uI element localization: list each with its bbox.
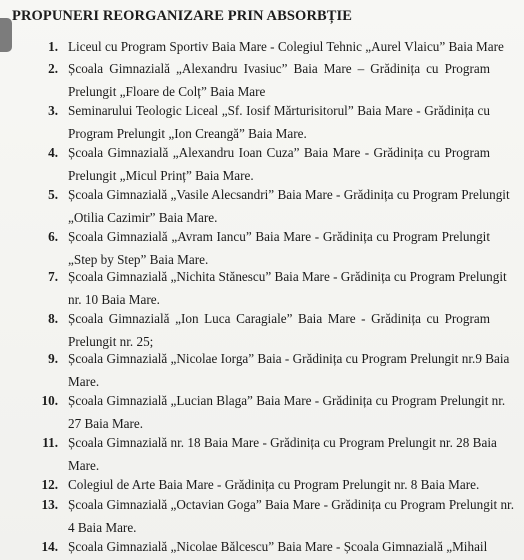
list-item-text-line: Școala Gimnazială „Vasile Alecsandri” Baia Mare - Grădinița cu Program Prelungit [68,187,510,202]
list-item-number: 5. [48,187,58,202]
list-item-text-line: Prelungit „Floare de Colț” Baia Mare [68,84,266,99]
list-item-text-line: Școala Gimnazială „Octavian Goga” Baia Mare - Grădinița cu Program Prelungit nr. [68,497,515,512]
list-item-number: 11. [42,435,58,450]
list-item-number: 2. [48,61,58,76]
list-item-text-line: Prelungit „Micul Prinț” Baia Mare. [68,168,254,183]
list-item-text-line: Școala Gimnazială „Nicolae Bălcescu” Baia Mare - Școala Gimnazială „Mihail [68,539,488,554]
list-item-number: 3. [48,103,58,118]
list-item-number: 4. [48,145,58,160]
list-item-number: 13. [41,497,58,512]
list-item-number: 12. [41,477,58,492]
list-item-text-line: Școala Gimnazială „Nicolae Iorga” Baia - Grădinița cu Program Prelungit nr.9 Baia [68,351,510,366]
list-item-text-line: Mare. [68,458,100,473]
list-item-text-line: Școala Gimnazială nr. 18 Baia Mare - Grădinița cu Program Prelungit nr. 28 Baia [68,435,497,450]
list-item-text-line: Seminarului Teologic Liceal „Sf. Iosif Mărturisitorul” Baia Mare - Grădinița cu [68,103,490,118]
list-item-text-line: Colegiul de Arte Baia Mare - Grădinița cu Program Prelungit nr. 8 Baia Mare. [68,477,480,492]
list-item-text-line: Liceul cu Program Sportiv Baia Mare - Colegiul Tehnic „Aurel Vlaicu” Baia Mare [68,39,504,54]
list-item-text-line: Școala Gimnazială „Alexandru Ioan Cuza” Baia Mare - Grădinița cu Program [68,145,490,160]
document-title: PROPUNERI REORGANIZARE PRIN ABSORBȚIE [12,8,353,24]
list-item-number: 7. [48,269,58,284]
list-item-text-line: Mare. [68,374,100,389]
list-item-text-line: 4 Baia Mare. [68,520,137,535]
list-item-text-line: Program Prelungit „Ion Creangă” Baia Mare. [68,126,307,141]
list-item-text-line: „Otilia Cazimir” Baia Mare. [68,210,218,225]
list-item-text-line: Școala Gimnazială „Lucian Blaga” Baia Mare - Grădinița cu Program Prelungit nr. [68,393,506,408]
list-item-number: 14. [41,539,58,554]
list-item-text-line: „Step by Step” Baia Mare. [68,252,209,267]
list-item-text-line: nr. 10 Baia Mare. [68,292,160,307]
list-item-text-line: Școala Gimnazială „Ion Luca Caragiale” Baia Mare - Grădinița cu Program [68,311,490,326]
list-item-number: 9. [48,351,58,366]
list-item-text-line: Școala Gimnazială „Nichita Stănescu” Baia Mare - Grădinița cu Program Prelungit [68,269,507,284]
list-item-number: 10. [41,393,58,408]
list-item-text-line: Școala Gimnazială „Avram Iancu” Baia Mare - Grădinița cu Program Prelungit [68,229,490,244]
list-item-text-line: Prelungit nr. 25; [68,334,154,349]
list-item-text-line: Școala Gimnazială „Alexandru Ivasiuc” Baia Mare – Grădinița cu Program [68,61,490,76]
list-item-number: 6. [48,229,58,244]
list-item-number: 1. [48,39,58,54]
list-item-text-line: 27 Baia Mare. [68,416,144,431]
list-item-number: 8. [48,311,58,326]
